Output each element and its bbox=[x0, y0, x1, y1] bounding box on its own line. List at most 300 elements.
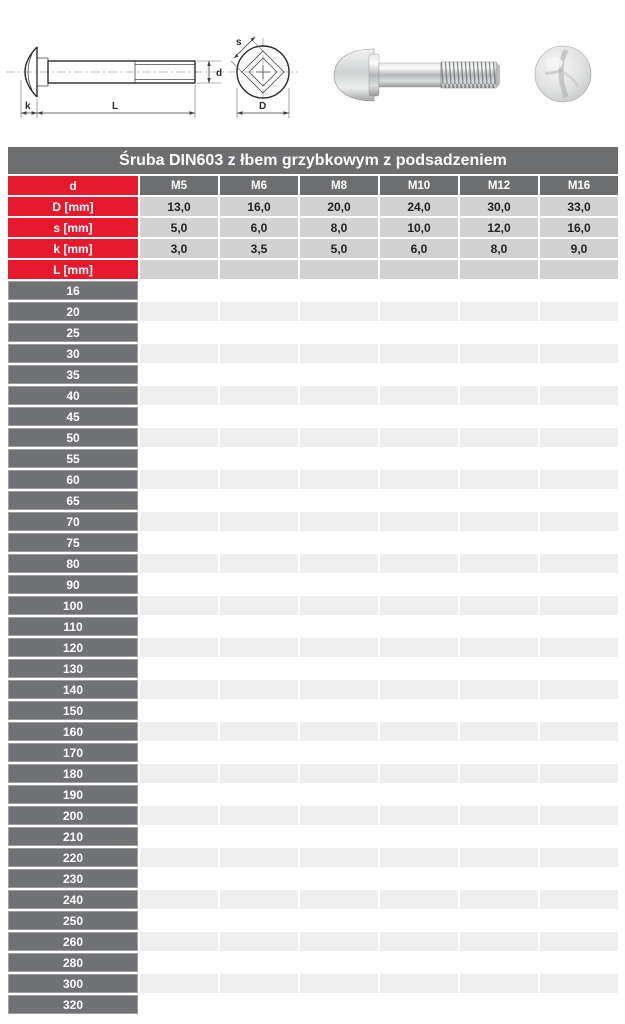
availability-cell bbox=[140, 806, 218, 825]
availability-cell bbox=[140, 995, 218, 1014]
length-row-label: 190 bbox=[8, 785, 138, 804]
availability-cell bbox=[460, 806, 538, 825]
availability-cell bbox=[380, 848, 458, 867]
availability-cell bbox=[540, 953, 618, 972]
length-row-label: 70 bbox=[8, 512, 138, 531]
availability-cell bbox=[380, 554, 458, 573]
availability-cell bbox=[380, 827, 458, 846]
availability-cell bbox=[380, 533, 458, 552]
length-row-label: 90 bbox=[8, 575, 138, 594]
availability-cell bbox=[540, 659, 618, 678]
dimension-value-cell: 24,0 bbox=[380, 197, 458, 216]
availability-cell bbox=[220, 680, 298, 699]
availability-cell bbox=[380, 638, 458, 657]
dimension-value-cell bbox=[300, 260, 378, 279]
availability-cell bbox=[140, 722, 218, 741]
column-header-m5: M5 bbox=[140, 176, 218, 195]
availability-cell bbox=[540, 554, 618, 573]
availability-cell bbox=[460, 554, 538, 573]
availability-cell bbox=[380, 428, 458, 447]
length-row bbox=[8, 575, 618, 594]
availability-cell bbox=[140, 491, 218, 510]
availability-cell bbox=[540, 344, 618, 363]
availability-cell bbox=[300, 386, 378, 405]
availability-cell bbox=[540, 680, 618, 699]
availability-cell bbox=[300, 743, 378, 762]
length-row bbox=[8, 596, 618, 615]
availability-cell bbox=[540, 470, 618, 489]
length-row-label: 170 bbox=[8, 743, 138, 762]
availability-cell bbox=[540, 302, 618, 321]
availability-cell bbox=[220, 722, 298, 741]
availability-cell bbox=[300, 575, 378, 594]
length-row bbox=[8, 764, 618, 783]
availability-cell bbox=[540, 491, 618, 510]
length-row bbox=[8, 890, 618, 909]
length-row-label: 100 bbox=[8, 596, 138, 615]
availability-cell bbox=[140, 869, 218, 888]
availability-cell bbox=[540, 638, 618, 657]
availability-cell bbox=[140, 596, 218, 615]
availability-cell bbox=[140, 533, 218, 552]
availability-cell bbox=[300, 365, 378, 384]
availability-cell bbox=[540, 827, 618, 846]
availability-cell bbox=[220, 617, 298, 636]
length-row bbox=[8, 491, 618, 510]
length-row bbox=[8, 743, 618, 762]
length-row-label: 300 bbox=[8, 974, 138, 993]
length-row-label: 280 bbox=[8, 953, 138, 972]
dimension-row bbox=[8, 197, 618, 216]
availability-cell bbox=[140, 617, 218, 636]
availability-cell bbox=[140, 974, 218, 993]
availability-cell bbox=[220, 890, 298, 909]
length-row bbox=[8, 323, 618, 342]
availability-cell bbox=[380, 617, 458, 636]
dimension-value-cell: 5,0 bbox=[300, 239, 378, 258]
availability-cell bbox=[460, 974, 538, 993]
length-row bbox=[8, 722, 618, 741]
availability-cell bbox=[460, 323, 538, 342]
availability-cell bbox=[460, 449, 538, 468]
length-row-label: 35 bbox=[8, 365, 138, 384]
availability-cell bbox=[300, 470, 378, 489]
availability-cell bbox=[140, 743, 218, 762]
dim-label-D: D bbox=[259, 101, 267, 112]
availability-cell bbox=[540, 722, 618, 741]
availability-cell bbox=[220, 449, 298, 468]
availability-cell bbox=[540, 911, 618, 930]
dimension-value-cell: 5,0 bbox=[140, 218, 218, 237]
dimension-value-cell: 3,5 bbox=[220, 239, 298, 258]
availability-cell bbox=[540, 617, 618, 636]
availability-cell bbox=[140, 470, 218, 489]
length-row-label: 240 bbox=[8, 890, 138, 909]
availability-cell bbox=[380, 512, 458, 531]
availability-cell bbox=[380, 680, 458, 699]
availability-cell bbox=[220, 995, 298, 1014]
availability-cell bbox=[540, 428, 618, 447]
dimension-value-cell: 8,0 bbox=[300, 218, 378, 237]
availability-cell bbox=[380, 974, 458, 993]
availability-cell bbox=[460, 743, 538, 762]
availability-cell bbox=[540, 701, 618, 720]
availability-cell bbox=[380, 785, 458, 804]
availability-cell bbox=[460, 680, 538, 699]
dimension-row-label: L [mm] bbox=[8, 260, 138, 279]
availability-cell bbox=[140, 680, 218, 699]
availability-cell bbox=[220, 491, 298, 510]
availability-cell bbox=[220, 701, 298, 720]
availability-cell bbox=[380, 806, 458, 825]
length-row-label: 220 bbox=[8, 848, 138, 867]
availability-cell bbox=[380, 449, 458, 468]
availability-cell bbox=[220, 575, 298, 594]
availability-cell bbox=[540, 323, 618, 342]
availability-cell bbox=[540, 806, 618, 825]
availability-cell bbox=[300, 428, 378, 447]
availability-cell bbox=[220, 407, 298, 426]
availability-cell bbox=[220, 806, 298, 825]
availability-cell bbox=[540, 974, 618, 993]
bolt-side-photo bbox=[334, 49, 500, 101]
length-row-label: 30 bbox=[8, 344, 138, 363]
availability-cell bbox=[300, 596, 378, 615]
dimension-value-cell: 6,0 bbox=[380, 239, 458, 258]
availability-cell bbox=[380, 953, 458, 972]
dim-label-s: s bbox=[236, 37, 242, 48]
availability-cell bbox=[220, 827, 298, 846]
availability-cell bbox=[220, 596, 298, 615]
availability-cell bbox=[300, 722, 378, 741]
availability-cell bbox=[380, 470, 458, 489]
dimension-value-cell: 8,0 bbox=[460, 239, 538, 258]
availability-cell bbox=[460, 995, 538, 1014]
availability-cell bbox=[540, 365, 618, 384]
availability-cell bbox=[460, 428, 538, 447]
availability-cell bbox=[300, 890, 378, 909]
availability-cell bbox=[460, 365, 538, 384]
availability-cell bbox=[220, 911, 298, 930]
spec-table-section bbox=[8, 147, 618, 1016]
availability-cell bbox=[300, 680, 378, 699]
availability-cell bbox=[140, 386, 218, 405]
length-row-label: 20 bbox=[8, 302, 138, 321]
availability-cell bbox=[300, 512, 378, 531]
availability-cell bbox=[380, 575, 458, 594]
column-header-m16: M16 bbox=[540, 176, 618, 195]
availability-cell bbox=[540, 575, 618, 594]
technical-drawing-front-view bbox=[228, 37, 298, 118]
length-row bbox=[8, 995, 618, 1014]
availability-cell bbox=[300, 617, 378, 636]
availability-cell bbox=[300, 932, 378, 951]
availability-cell bbox=[380, 491, 458, 510]
availability-cell bbox=[220, 785, 298, 804]
availability-cell bbox=[220, 470, 298, 489]
availability-cell bbox=[140, 827, 218, 846]
length-row bbox=[8, 974, 618, 993]
availability-cell bbox=[220, 659, 298, 678]
length-row bbox=[8, 701, 618, 720]
dimension-value-cell: 3,0 bbox=[140, 239, 218, 258]
availability-cell bbox=[460, 827, 538, 846]
length-row-label: 320 bbox=[8, 995, 138, 1014]
availability-cell bbox=[300, 554, 378, 573]
dimension-row-label: k [mm] bbox=[8, 239, 138, 258]
length-row-label: 250 bbox=[8, 911, 138, 930]
availability-cell bbox=[220, 764, 298, 783]
length-row-label: 130 bbox=[8, 659, 138, 678]
dimension-row-label: D [mm] bbox=[8, 197, 138, 216]
length-row-label: 55 bbox=[8, 449, 138, 468]
length-row bbox=[8, 281, 618, 300]
availability-cell bbox=[140, 890, 218, 909]
availability-cell bbox=[380, 869, 458, 888]
dimension-value-cell: 30,0 bbox=[460, 197, 538, 216]
availability-cell bbox=[540, 848, 618, 867]
dimension-value-cell: 33,0 bbox=[540, 197, 618, 216]
availability-cell bbox=[380, 302, 458, 321]
spec-table bbox=[6, 174, 620, 1016]
availability-cell bbox=[300, 407, 378, 426]
length-row-label: 230 bbox=[8, 869, 138, 888]
availability-cell bbox=[380, 659, 458, 678]
availability-cell bbox=[220, 512, 298, 531]
dimension-row-label: s [mm] bbox=[8, 218, 138, 237]
length-row-label: 50 bbox=[8, 428, 138, 447]
dimension-value-cell bbox=[140, 260, 218, 279]
availability-cell bbox=[300, 785, 378, 804]
length-row-label: 65 bbox=[8, 491, 138, 510]
dim-label-L: L bbox=[112, 101, 119, 112]
availability-cell bbox=[460, 764, 538, 783]
availability-cell bbox=[540, 449, 618, 468]
length-row bbox=[8, 533, 618, 552]
availability-cell bbox=[540, 785, 618, 804]
availability-cell bbox=[380, 764, 458, 783]
length-row-label: 140 bbox=[8, 680, 138, 699]
availability-cell bbox=[140, 785, 218, 804]
length-row bbox=[8, 806, 618, 825]
dimension-value-cell: 9,0 bbox=[540, 239, 618, 258]
length-row bbox=[8, 659, 618, 678]
dimension-value-cell: 16,0 bbox=[220, 197, 298, 216]
availability-cell bbox=[300, 533, 378, 552]
availability-cell bbox=[140, 407, 218, 426]
availability-cell bbox=[460, 911, 538, 930]
availability-cell bbox=[140, 302, 218, 321]
availability-cell bbox=[460, 890, 538, 909]
dimension-value-cell bbox=[460, 260, 538, 279]
dimension-value-cell bbox=[220, 260, 298, 279]
availability-cell bbox=[140, 365, 218, 384]
availability-cell bbox=[300, 449, 378, 468]
length-row-label: 120 bbox=[8, 638, 138, 657]
availability-cell bbox=[380, 890, 458, 909]
availability-cell bbox=[460, 596, 538, 615]
availability-cell bbox=[540, 890, 618, 909]
length-row bbox=[8, 344, 618, 363]
length-row bbox=[8, 470, 618, 489]
availability-cell bbox=[300, 764, 378, 783]
table-title: Śruba DIN603 z łbem grzybkowym z podsadzeniem bbox=[8, 147, 618, 174]
availability-cell bbox=[460, 302, 538, 321]
availability-cell bbox=[460, 533, 538, 552]
availability-cell bbox=[300, 995, 378, 1014]
length-row-label: 75 bbox=[8, 533, 138, 552]
availability-cell bbox=[540, 995, 618, 1014]
availability-cell bbox=[220, 386, 298, 405]
availability-cell bbox=[460, 407, 538, 426]
dimension-value-cell: 16,0 bbox=[540, 218, 618, 237]
availability-cell bbox=[140, 848, 218, 867]
availability-cell bbox=[380, 932, 458, 951]
corner-header-d: d bbox=[8, 176, 138, 195]
length-row bbox=[8, 428, 618, 447]
dimension-value-cell bbox=[380, 260, 458, 279]
availability-cell bbox=[460, 722, 538, 741]
availability-cell bbox=[220, 365, 298, 384]
availability-cell bbox=[220, 743, 298, 762]
availability-cell bbox=[540, 407, 618, 426]
availability-cell bbox=[300, 806, 378, 825]
availability-cell bbox=[300, 974, 378, 993]
availability-cell bbox=[300, 848, 378, 867]
availability-cell bbox=[220, 554, 298, 573]
availability-cell bbox=[140, 638, 218, 657]
length-row bbox=[8, 680, 618, 699]
availability-cell bbox=[540, 281, 618, 300]
length-row-label: 80 bbox=[8, 554, 138, 573]
dimension-row bbox=[8, 239, 618, 258]
availability-cell bbox=[220, 932, 298, 951]
availability-cell bbox=[460, 617, 538, 636]
availability-cell bbox=[300, 701, 378, 720]
availability-cell bbox=[300, 953, 378, 972]
dimension-value-cell bbox=[540, 260, 618, 279]
availability-cell bbox=[140, 659, 218, 678]
dimension-value-cell: 10,0 bbox=[380, 218, 458, 237]
availability-cell bbox=[380, 911, 458, 930]
dimension-row bbox=[8, 218, 618, 237]
availability-cell bbox=[220, 344, 298, 363]
column-header-m12: M12 bbox=[460, 176, 538, 195]
availability-cell bbox=[140, 449, 218, 468]
length-row-label: 40 bbox=[8, 386, 138, 405]
availability-cell bbox=[140, 764, 218, 783]
length-row-label: 60 bbox=[8, 470, 138, 489]
length-row-label: 200 bbox=[8, 806, 138, 825]
length-row bbox=[8, 869, 618, 888]
availability-cell bbox=[380, 407, 458, 426]
length-row bbox=[8, 449, 618, 468]
availability-cell bbox=[460, 932, 538, 951]
length-row bbox=[8, 617, 618, 636]
availability-cell bbox=[220, 848, 298, 867]
availability-cell bbox=[540, 533, 618, 552]
availability-cell bbox=[140, 554, 218, 573]
availability-cell bbox=[140, 911, 218, 930]
availability-cell bbox=[300, 491, 378, 510]
length-row bbox=[8, 785, 618, 804]
availability-cell bbox=[380, 323, 458, 342]
availability-cell bbox=[460, 512, 538, 531]
availability-cell bbox=[300, 827, 378, 846]
length-row bbox=[8, 638, 618, 657]
availability-cell bbox=[220, 428, 298, 447]
availability-cell bbox=[460, 785, 538, 804]
availability-cell bbox=[460, 491, 538, 510]
dimension-value-cell: 20,0 bbox=[300, 197, 378, 216]
availability-cell bbox=[220, 953, 298, 972]
length-row-label: 25 bbox=[8, 323, 138, 342]
availability-cell bbox=[300, 323, 378, 342]
availability-cell bbox=[380, 281, 458, 300]
length-row-label: 180 bbox=[8, 764, 138, 783]
illustration-area bbox=[0, 0, 625, 146]
technical-drawing-side-view bbox=[6, 47, 224, 118]
length-row-label: 160 bbox=[8, 722, 138, 741]
availability-cell bbox=[380, 701, 458, 720]
availability-cell bbox=[380, 344, 458, 363]
availability-cell bbox=[460, 344, 538, 363]
length-row bbox=[8, 953, 618, 972]
availability-cell bbox=[460, 659, 538, 678]
availability-cell bbox=[540, 932, 618, 951]
length-row bbox=[8, 407, 618, 426]
availability-cell bbox=[140, 281, 218, 300]
availability-cell bbox=[380, 365, 458, 384]
availability-cell bbox=[140, 344, 218, 363]
availability-cell bbox=[460, 701, 538, 720]
availability-cell bbox=[300, 302, 378, 321]
length-row-label: 260 bbox=[8, 932, 138, 951]
availability-cell bbox=[220, 974, 298, 993]
availability-cell bbox=[300, 911, 378, 930]
column-header-m6: M6 bbox=[220, 176, 298, 195]
length-row bbox=[8, 932, 618, 951]
length-row-label: 45 bbox=[8, 407, 138, 426]
availability-cell bbox=[220, 869, 298, 888]
length-row bbox=[8, 365, 618, 384]
availability-cell bbox=[540, 596, 618, 615]
availability-cell bbox=[140, 428, 218, 447]
length-row bbox=[8, 554, 618, 573]
availability-cell bbox=[220, 533, 298, 552]
column-header-m8: M8 bbox=[300, 176, 378, 195]
dimension-value-cell: 12,0 bbox=[460, 218, 538, 237]
bolt-head-photo bbox=[535, 46, 591, 102]
length-row-label: 16 bbox=[8, 281, 138, 300]
availability-cell bbox=[380, 386, 458, 405]
availability-cell bbox=[540, 386, 618, 405]
availability-cell bbox=[540, 764, 618, 783]
availability-cell bbox=[380, 995, 458, 1014]
availability-cell bbox=[300, 659, 378, 678]
length-row bbox=[8, 512, 618, 531]
availability-cell bbox=[460, 869, 538, 888]
availability-cell bbox=[140, 932, 218, 951]
availability-cell bbox=[220, 638, 298, 657]
availability-cell bbox=[300, 869, 378, 888]
availability-cell bbox=[460, 848, 538, 867]
availability-cell bbox=[220, 281, 298, 300]
length-row bbox=[8, 386, 618, 405]
dim-label-k: k bbox=[25, 101, 31, 112]
availability-cell bbox=[140, 512, 218, 531]
length-row bbox=[8, 848, 618, 867]
